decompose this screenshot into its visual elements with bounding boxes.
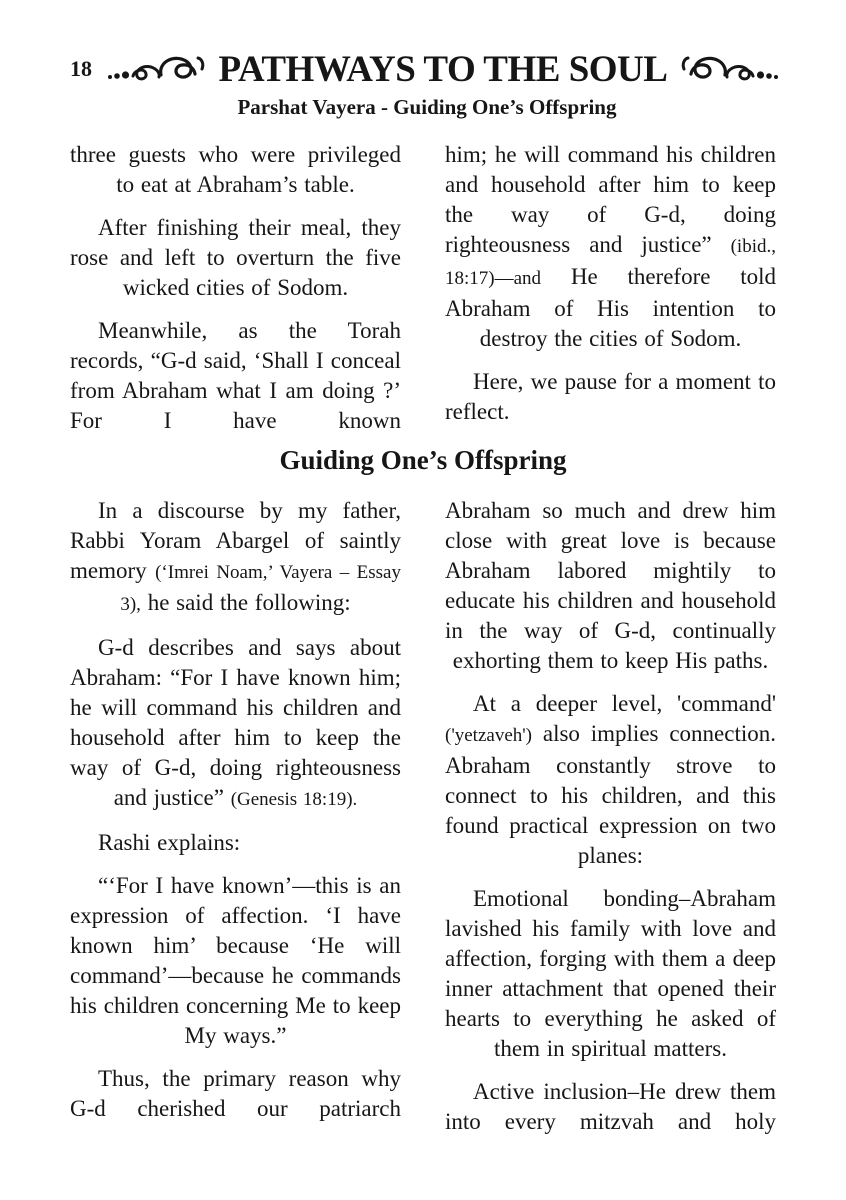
paragraph	[70, 140, 401, 200]
main-section	[0, 496, 846, 1137]
section-heading: Guiding One’s Offspring	[279, 445, 567, 475]
flourish-ornament-right-icon	[677, 50, 781, 90]
text-run: Meanwhile, as the Torah records, “G-d said, ‘Shall I conceal from Abraham what I am doing ?’ For I have known	[70, 318, 401, 433]
paragraph	[70, 213, 401, 303]
paragraph	[445, 140, 776, 354]
paragraph	[70, 1064, 401, 1124]
text-run: Emotional bonding–Abraham lavished his family with love and affection, forging with them a deep inner attachment that opened their hearts to everything he asked of them in spiritual matters.	[445, 886, 776, 1061]
citation-run: ('yetzaveh')	[445, 725, 533, 746]
paragraph	[445, 689, 776, 871]
text-run: He therefore told Abraham of His intention to destroy the cities of Sodom.	[445, 264, 776, 351]
paragraph	[70, 871, 401, 1051]
citation-run: (ibid., 18:17)—and	[445, 236, 776, 289]
text-run: he said the following:	[140, 590, 351, 615]
text-run: At a deeper level, 'command'	[473, 691, 776, 716]
paragraph	[70, 316, 401, 436]
flourish-ornament-left-icon	[105, 50, 209, 90]
main-right-column	[445, 496, 776, 1137]
paragraph	[445, 1077, 776, 1137]
top-section	[0, 140, 846, 440]
paragraph	[70, 633, 401, 815]
title-row	[40, 48, 846, 91]
text-run: Rashi explains:	[98, 830, 241, 855]
page-title: PATHWAYS TO THE SOUL	[218, 49, 668, 90]
text-run: “‘For I have known’—this is an expression of affection. ‘I have known him’ because ‘He will command’—because he commands his children concerning Me to keep My ways.”	[70, 873, 401, 1048]
text-run: also implies connection. Abraham constantly strove to connect to his children, and this found practical expression on two planes:	[445, 721, 776, 868]
text-run: In a discourse by my father, Rabbi Yoram Abargel of saintly memory	[70, 498, 401, 583]
text-run: Thus, the primary reason why G-d cherished our patriarch	[70, 1066, 401, 1121]
top-right-column	[445, 140, 776, 440]
citation-run: (‘Imrei Noam,’ Vayera – Essay 3),	[120, 562, 401, 615]
text-run: three guests who were privileged to eat at Abraham’s table.	[70, 142, 401, 197]
paragraph	[445, 496, 776, 676]
text-run: G-d describes and says about Abraham: “For I have known him; he will command his children and household after him to keep the way of G-d, doing righteousness and justice”	[70, 635, 401, 810]
text-run: Here, we pause for a moment to reflect.	[445, 369, 776, 424]
page-header	[0, 0, 846, 120]
citation-run: (Genesis 18:19).	[230, 789, 358, 810]
top-left-column	[70, 140, 401, 440]
text-run: Active inclusion–He drew them into every mitzvah and holy	[445, 1079, 776, 1134]
paragraph	[70, 496, 401, 620]
text-run: After finishing their meal, they rose and left to overturn the five wicked cities of Sodom.	[70, 215, 401, 300]
page-subtitle: Parshat Vayera - Guiding One’s Offspring	[237, 95, 617, 119]
paragraph	[445, 367, 776, 427]
paragraph	[70, 828, 401, 858]
text-run: him; he will command his children and household after him to keep the way of G-d, doing righteousness and justice”	[445, 142, 776, 257]
text-run: Abraham so much and drew him close with great love is because Abraham labored mightily to educate his children and household in the way of G-d, continually exhorting them to keep His paths.	[445, 498, 776, 673]
main-left-column	[70, 496, 401, 1137]
paragraph	[445, 884, 776, 1064]
page-number: 18	[70, 56, 92, 81]
